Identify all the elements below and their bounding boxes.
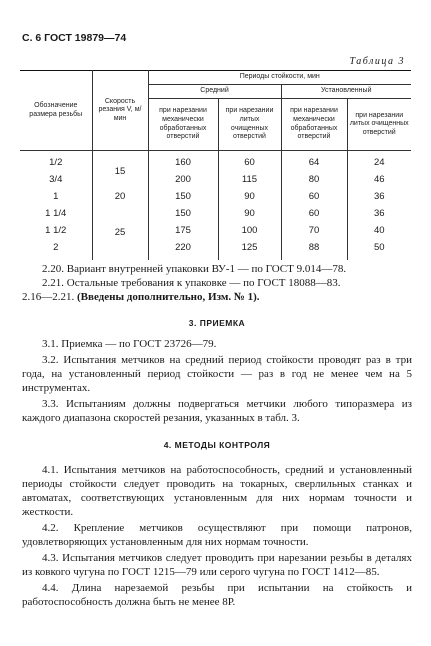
clause-2-21: 2.21. Остальные требования к упаковке — по ГОСТ 18088—83.	[42, 277, 341, 289]
value-cell: 100	[218, 222, 281, 239]
thread-size: 1 1/4	[20, 205, 92, 222]
clause-3-2: 3.2. Испытания метчиков на средний период стойкости проводят раз в три года, на установленный период стойкости — раз в год не менее чем на 5 инструментах.	[22, 354, 412, 394]
value-cell: 36	[347, 205, 411, 222]
thread-size: 1/2	[20, 151, 92, 172]
value-cell: 90	[218, 205, 281, 222]
value-cell: 70	[281, 222, 347, 239]
value-cell: 150	[148, 205, 218, 222]
thread-size: 3/4	[20, 171, 92, 188]
clause-4-3: 4.3. Испытания метчиков следует проводить при нарезании резьбы в деталях из ковкого чугуна по ГОСТ 1215—79 или серого чугуна по ГОСТ 1412—85.	[22, 552, 412, 578]
value-cell: 36	[347, 188, 411, 205]
table-row	[20, 151, 411, 172]
value-cell: 60	[281, 188, 347, 205]
sub-machined-set: при нарезании механически обработанных отверстий	[281, 99, 347, 151]
value-cell: 150	[148, 188, 218, 205]
section-4-title: 4. МЕТОДЫ КОНТРОЛЯ	[163, 440, 271, 450]
clause-3-1: 3.1. Приемка — по ГОСТ 23726—79.	[42, 338, 217, 350]
page-header: С. 6 ГОСТ 19879—74	[22, 32, 127, 44]
value-cell: 46	[347, 171, 411, 188]
cutting-speed: 25	[92, 205, 148, 260]
value-cell: 88	[281, 239, 347, 260]
amendment-range: 2.16—2.21.	[22, 291, 75, 303]
value-cell: 175	[148, 222, 218, 239]
value-cell: 200	[148, 171, 218, 188]
clause-4-1: 4.1. Испытания метчиков на работоспособность, средний и установленный периоды стойкости следует проводить на токарных, сверлильных станках и автоматах, соответствующих установленным для них нормам точности и жесткости.	[22, 464, 412, 518]
value-cell: 60	[218, 151, 281, 172]
value-cell: 60	[281, 205, 347, 222]
value-cell: 50	[347, 239, 411, 260]
value-cell: 125	[218, 239, 281, 260]
cutting-speed: 20	[92, 188, 148, 205]
table-row	[20, 239, 411, 260]
sub-cast-avg: при нарезании литых очищенных отверстий	[218, 99, 281, 151]
amendment-note	[22, 290, 412, 304]
table-row	[20, 171, 411, 188]
clause-4-2: 4.2. Крепление метчиков осуществляют при помощи патронов, удовлетворяющих установленным для них нормам точности.	[22, 522, 412, 548]
packaging-paragraphs	[22, 262, 412, 304]
col-speed-header: Скорость резания V, м/мин	[92, 71, 148, 151]
group-set-header: Установленный	[281, 85, 411, 99]
amendment-bold: (Введены дополнительно, Изм. № 1).	[77, 291, 260, 303]
value-cell: 115	[218, 171, 281, 188]
col-periods-header: Периоды стойкости, мин	[148, 71, 411, 85]
thread-size: 2	[20, 239, 92, 260]
value-cell: 64	[281, 151, 347, 172]
value-cell: 40	[347, 222, 411, 239]
section-3-title: 3. ПРИЕМКА	[188, 318, 246, 328]
section-3-body	[22, 337, 412, 425]
table-row	[20, 188, 411, 205]
value-cell: 160	[148, 151, 218, 172]
value-cell: 220	[148, 239, 218, 260]
value-cell: 80	[281, 171, 347, 188]
thread-size: 1 1/2	[20, 222, 92, 239]
table-row	[20, 222, 411, 239]
section-4-body	[22, 463, 412, 609]
clause-3-3: 3.3. Испытаниям должны подвергаться метчики любого типоразмера из каждого диапазона скоростей резания, указанных в табл. 3.	[22, 398, 412, 424]
table-caption: Таблица 3	[349, 56, 405, 67]
value-cell: 90	[218, 188, 281, 205]
col-thread-header: Обозначение размера резьбы	[20, 71, 92, 151]
group-average-header: Средний	[148, 85, 281, 99]
clause-2-20: 2.20. Вариант внутренней упаковки ВУ-1 — по ГОСТ 9.014—78.	[42, 263, 347, 275]
cutting-speed: 15	[92, 151, 148, 189]
thread-size: 1	[20, 188, 92, 205]
sub-machined-avg: при нарезании механически обработанных отверстий	[148, 99, 218, 151]
table-row	[20, 205, 411, 222]
clause-4-4: 4.4. Длина нарезаемой резьбы при испытании на стойкость и работоспособность должна быть не менее 8Р.	[22, 582, 412, 608]
value-cell: 24	[347, 151, 411, 172]
sub-cast-set: при нарезании литых очищенных отверстий	[347, 99, 411, 151]
tool-life-table	[20, 70, 411, 260]
